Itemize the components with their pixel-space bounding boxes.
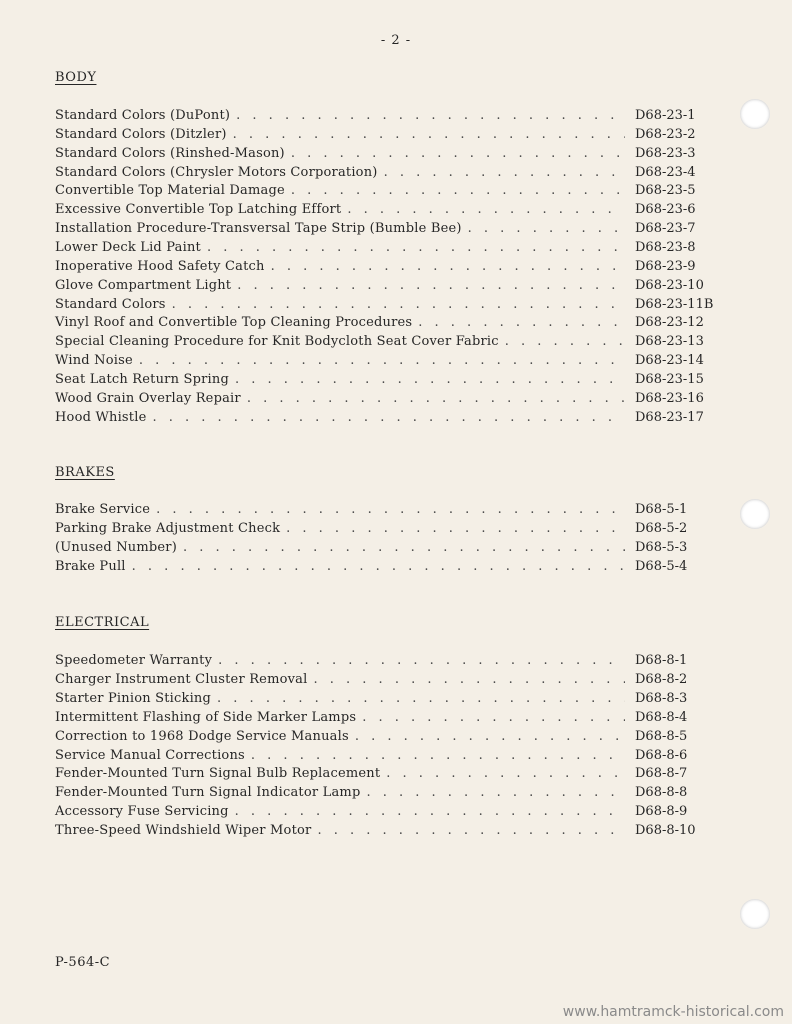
entry-code: D68-5-2 (635, 520, 688, 536)
toc-entry (55, 652, 710, 670)
dot-leader (236, 107, 625, 125)
entry-title: Standard Colors (Chrysler Motors Corporation) (55, 164, 378, 180)
entry-code: D68-8-1 (635, 653, 688, 668)
toc-entry (55, 558, 710, 576)
entry-title: Standard Colors (DuPont) (55, 108, 231, 123)
section-heading: BODY (55, 70, 97, 85)
entry-title: Charger Instrument Cluster Removal (55, 671, 308, 687)
toc-entry (55, 520, 710, 538)
section-heading: BRAKES (55, 465, 115, 480)
entry-title: Excessive Convertible Top Latching Effort (55, 202, 342, 218)
punch-hole (740, 899, 770, 929)
toc-entry (55, 107, 710, 125)
entry-code: D68-8-8 (635, 785, 688, 801)
dot-leader (384, 164, 625, 182)
entry-title: Correction to 1968 Dodge Service Manuals (55, 728, 349, 744)
entry-title: Speedometer Warranty (55, 653, 213, 668)
dot-leader (418, 314, 625, 332)
dot-leader (152, 409, 625, 427)
entry-title: Brake Pull (55, 558, 126, 574)
entry-code: D68-23-5 (635, 183, 696, 199)
entry-code: D68-23-1 (635, 108, 696, 123)
dot-leader (235, 803, 625, 821)
toc-entry (55, 277, 710, 295)
toc-entry (55, 126, 710, 144)
dot-leader (366, 784, 625, 802)
entry-title: Hood Whistle (55, 409, 147, 425)
toc-entry (55, 409, 710, 427)
entry-title: Inoperative Hood Safety Catch (55, 258, 265, 274)
entry-code: D68-23-4 (635, 164, 696, 180)
dot-leader (291, 145, 625, 163)
dot-leader (355, 728, 625, 746)
entry-code: D68-23-11B (635, 296, 714, 312)
entry-code: D68-5-1 (635, 502, 688, 517)
toc-entry (55, 164, 710, 182)
dot-leader (386, 765, 625, 783)
toc-entry (55, 220, 710, 238)
entry-code: D68-23-10 (635, 277, 704, 293)
dot-leader (218, 652, 625, 670)
entry-title: Fender-Mounted Turn Signal Bulb Replacement (55, 766, 381, 782)
entry-code: D68-23-17 (635, 409, 704, 425)
entry-title: Intermittent Flashing of Side Marker Lamps (55, 709, 357, 725)
toc-entry (55, 145, 710, 163)
entry-title: Standard Colors (Rinshed-Mason) (55, 145, 285, 161)
punch-hole (740, 99, 770, 129)
entry-title: Parking Brake Adjustment Check (55, 520, 281, 536)
entry-title: (Unused Number) (55, 539, 177, 555)
entry-title: Accessory Fuse Servicing (55, 804, 229, 820)
dot-leader (172, 296, 625, 314)
dot-leader (183, 539, 625, 557)
toc-entry (55, 258, 710, 276)
dot-leader (468, 220, 625, 238)
toc-entry (55, 501, 710, 519)
entry-title: Brake Service (55, 502, 151, 517)
entry-title: Vinyl Roof and Convertible Top Cleaning Procedures (55, 315, 413, 331)
entry-code: D68-23-12 (635, 315, 704, 331)
entry-code: D68-5-4 (635, 558, 688, 574)
dot-leader (314, 671, 626, 689)
dot-leader (505, 333, 625, 351)
entry-code: D68-8-6 (635, 747, 688, 763)
entry-code: D68-8-2 (635, 671, 688, 687)
dot-leader (237, 277, 625, 295)
entry-code: D68-8-4 (635, 709, 688, 725)
form-number: P-564-C (55, 955, 111, 970)
entry-code: D68-23-9 (635, 258, 696, 274)
toc-entry (55, 728, 710, 746)
dot-leader (139, 352, 625, 370)
entry-title: Three-Speed Windshield Wiper Motor (55, 823, 312, 839)
toc-entry (55, 333, 710, 351)
dot-leader (347, 201, 625, 219)
dot-leader (132, 558, 625, 576)
toc-entry (55, 803, 710, 821)
entry-code: D68-23-7 (635, 221, 696, 237)
toc-entry (55, 671, 710, 689)
entry-code: D68-8-3 (635, 690, 688, 706)
entry-code: D68-23-13 (635, 334, 704, 350)
dot-leader (271, 258, 625, 276)
entry-title: Special Cleaning Procedure for Knit Bodycloth Seat Cover Fabric (55, 334, 499, 350)
toc-entry (55, 371, 710, 389)
entry-code: D68-23-3 (635, 145, 696, 161)
dot-leader (317, 822, 625, 840)
entry-title: Standard Colors (Ditzler) (55, 126, 227, 142)
watermark: www.hamtramck-historical.com (562, 1004, 784, 1020)
entry-code: D68-8-9 (635, 804, 688, 820)
entry-code: D68-5-3 (635, 539, 688, 555)
entry-title: Convertible Top Material Damage (55, 183, 285, 199)
entry-code: D68-23-8 (635, 239, 696, 255)
entry-code: D68-23-16 (635, 390, 704, 406)
toc-entry (55, 201, 710, 219)
entry-title: Fender-Mounted Turn Signal Indicator Lamp (55, 785, 361, 801)
toc-entry (55, 296, 714, 314)
dot-leader (286, 520, 625, 538)
toc-entry (55, 539, 710, 557)
toc-entry (55, 352, 710, 370)
toc-entry (55, 690, 710, 708)
dot-leader (362, 709, 625, 727)
entry-title: Wind Noise (55, 353, 133, 369)
toc-entry (55, 822, 710, 840)
dot-leader (247, 390, 625, 408)
entry-title: Standard Colors (55, 296, 166, 312)
entry-code: D68-23-2 (635, 126, 696, 142)
page-number: - 2 - (380, 33, 412, 48)
entry-title: Seat Latch Return Spring (55, 371, 229, 387)
entry-title: Wood Grain Overlay Repair (55, 390, 241, 406)
entry-title: Installation Procedure-Transversal Tape Strip (Bumble Bee) (55, 221, 462, 237)
section-heading: ELECTRICAL (55, 615, 150, 630)
toc-entry (55, 709, 710, 727)
dot-leader (233, 126, 625, 144)
entry-code: D68-23-15 (635, 371, 704, 387)
toc-entry (55, 784, 710, 802)
dot-leader (156, 501, 625, 519)
entry-title: Service Manual Corrections (55, 747, 245, 763)
dot-leader (251, 747, 625, 765)
entry-code: D68-8-5 (635, 728, 688, 744)
toc-entry (55, 239, 710, 257)
dot-leader (217, 690, 625, 708)
toc-entry (55, 765, 710, 783)
entry-code: D68-8-7 (635, 766, 688, 782)
toc-entry (55, 390, 710, 408)
toc-entry (55, 747, 710, 765)
toc-entry (55, 182, 710, 200)
dot-leader (207, 239, 625, 257)
entry-code: D68-23-14 (635, 353, 704, 369)
entry-title: Glove Compartment Light (55, 277, 232, 293)
entry-code: D68-23-6 (635, 202, 696, 218)
dot-leader (291, 182, 625, 200)
dot-leader (235, 371, 625, 389)
toc-entry (55, 314, 710, 332)
entry-title: Lower Deck Lid Paint (55, 239, 201, 255)
entry-code: D68-8-10 (635, 823, 696, 839)
entry-title: Starter Pinion Sticking (55, 690, 212, 706)
punch-hole (740, 499, 770, 529)
